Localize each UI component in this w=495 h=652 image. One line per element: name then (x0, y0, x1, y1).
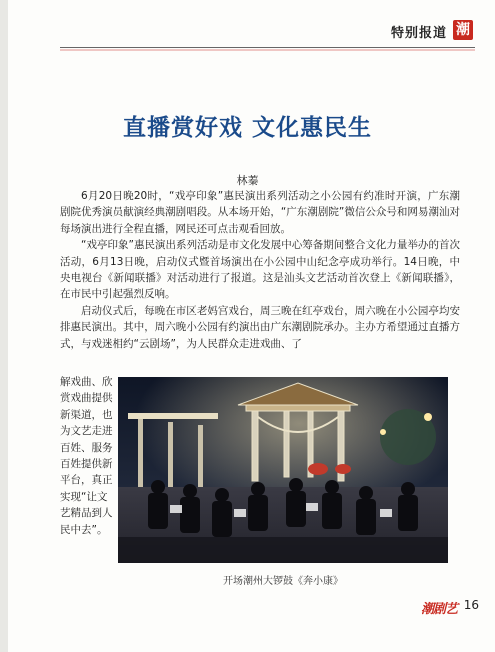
page-number: 16 (463, 598, 479, 612)
page-edge (0, 0, 8, 652)
magazine-logo: 潮剧艺 (420, 602, 457, 617)
performance-photo (118, 377, 448, 563)
section-label: 特别报道 (390, 26, 447, 41)
section-seal-icon: 潮 (453, 20, 473, 40)
photo-caption: 开场潮州大锣鼓《奔小康》 (223, 576, 343, 587)
article-title: 直播赏好戏 文化惠民生 (122, 114, 372, 141)
article-author: 林蓁 (236, 174, 259, 187)
article-continuation: 解戏曲、欣赏戏曲提供新渠道，也为文艺走进百姓、服务百姓提供新平台，真正实现“让文艺精品到人民中去”。 (60, 376, 113, 536)
paragraph-3: 启动仪式后，每晚在市区老妈宫戏台，周三晚在红亭戏台，周六晚在小公园亭均安排惠民演出。其中，周六晚小公园有约演出由广东潮剧院承办。主办方希望通过直播方式，与戏迷相约“云剧场”，为人民群众走进戏曲、了 (60, 304, 460, 350)
article-body (60, 188, 460, 352)
paragraph-2: “戏亭印象”惠民演出系列活动是市文化发展中心筹备期间整合文化力量举办的首次活动，6月13日晚，启动仪式暨首场演出在小公园中山纪念亭成功举行。14日晚，中央电视台《新闻联播》对活动进行了报道。这是汕头文艺活动首次登上《新闻联播》，在市民中引起强烈反响。 (60, 239, 460, 301)
header-divider-accent (60, 49, 475, 51)
header-divider (60, 47, 475, 48)
paragraph-1: 6月20日晚20时，“戏亭印象”惠民演出系列活动之小公园有约准时开演，广东潮剧院优秀演员献演经典潮剧唱段。从本场开始，“广东潮剧院”微信公众号和网易潮汕对每场演出进行全程直播，网民还可点击观看回放。 (60, 190, 460, 235)
